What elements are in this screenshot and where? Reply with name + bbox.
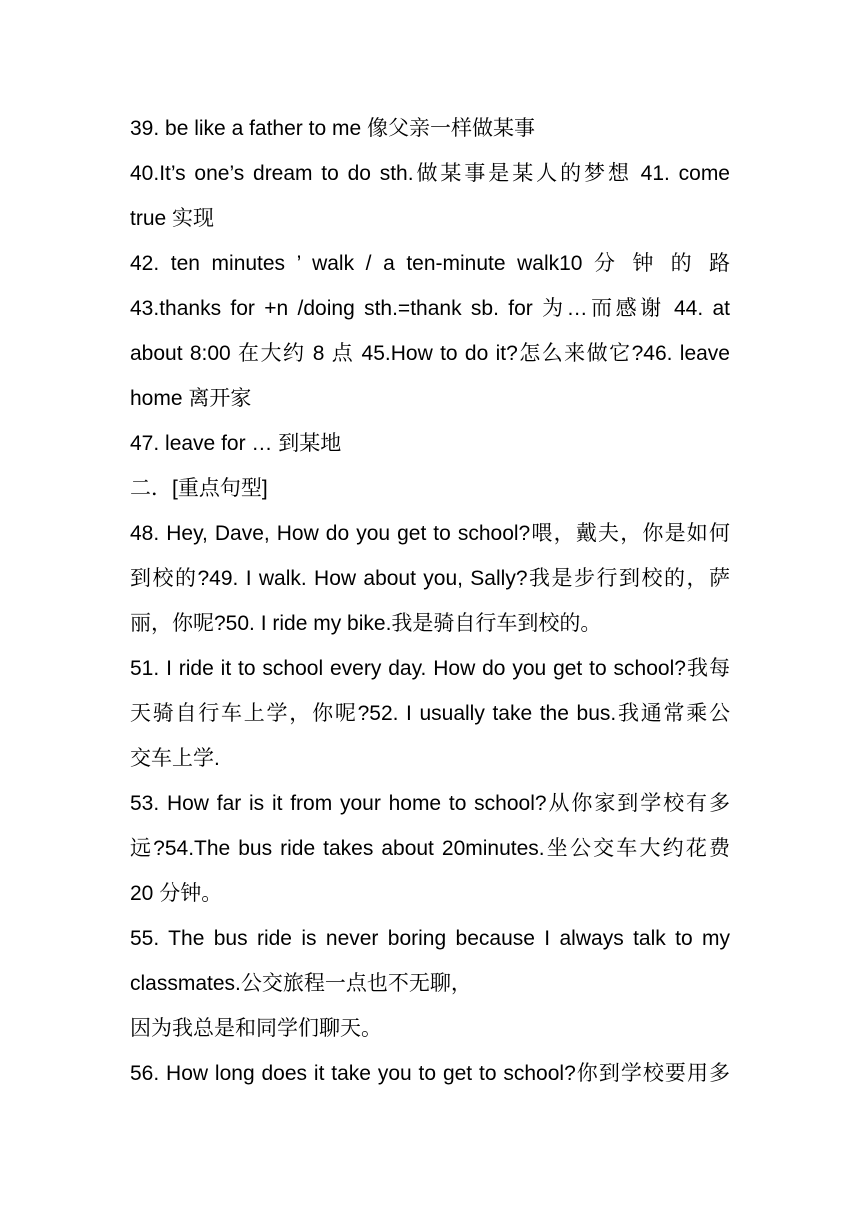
text-line: home 离开家 bbox=[130, 387, 252, 410]
text-line: 55. The bus ride is never boring because I always talk to my bbox=[130, 927, 730, 950]
text-line: 丽，你呢?50. I ride my bike.我是骑自行车到校的。 bbox=[130, 612, 602, 635]
text-line: about 8:00 在大约 8 点 45.How to do it?怎么来做它?46. leave bbox=[130, 342, 730, 365]
text-line: 42. ten minutes ’ walk / a ten-minute walk10 分 钟 的 路 bbox=[130, 252, 730, 275]
text-line: 53. How far is it from your home to school?从你家到学校有多 bbox=[130, 792, 730, 815]
text-line: 48. Hey, Dave, How do you get to school?喂，戴夫，你是如何 bbox=[130, 522, 730, 545]
text-line: 天骑自行车上学，你呢?52. I usually take the bus.我通常乘公 bbox=[130, 702, 730, 725]
text-line: 因为我总是和同学们聊天。 bbox=[130, 1017, 382, 1040]
text-line: 47. leave for … 到某地 bbox=[130, 432, 342, 455]
text-line: 51. I ride it to school every day. How do you get to school?我每 bbox=[130, 657, 730, 680]
document-page bbox=[130, 106, 730, 1096]
text-line: 56. How long does it take you to get to school?你到学校要用多 bbox=[130, 1062, 730, 1085]
text-line: 远?54.The bus ride takes about 20minutes.坐公交车大约花费 bbox=[130, 837, 730, 860]
text-line: 20 分钟。 bbox=[130, 882, 223, 905]
text-line: 交车上学. bbox=[130, 747, 220, 770]
text-line: true 实现 bbox=[130, 207, 215, 230]
section-heading: 二．[重点句型] bbox=[130, 477, 268, 500]
text-line: 39. be like a father to me 像父亲一样做某事 bbox=[130, 117, 535, 140]
text-line: 43.thanks for +n /doing sth.=thank sb. for 为…而感谢 44. at bbox=[130, 297, 730, 320]
text-line: classmates.公交旅程一点也不无聊， bbox=[130, 972, 472, 995]
text-line: 40.It’s one’s dream to do sth.做某事是某人的梦想 41. come bbox=[130, 162, 730, 185]
text-line: 到校的?49. I walk. How about you, Sally?我是步行到校的，萨 bbox=[130, 567, 730, 590]
